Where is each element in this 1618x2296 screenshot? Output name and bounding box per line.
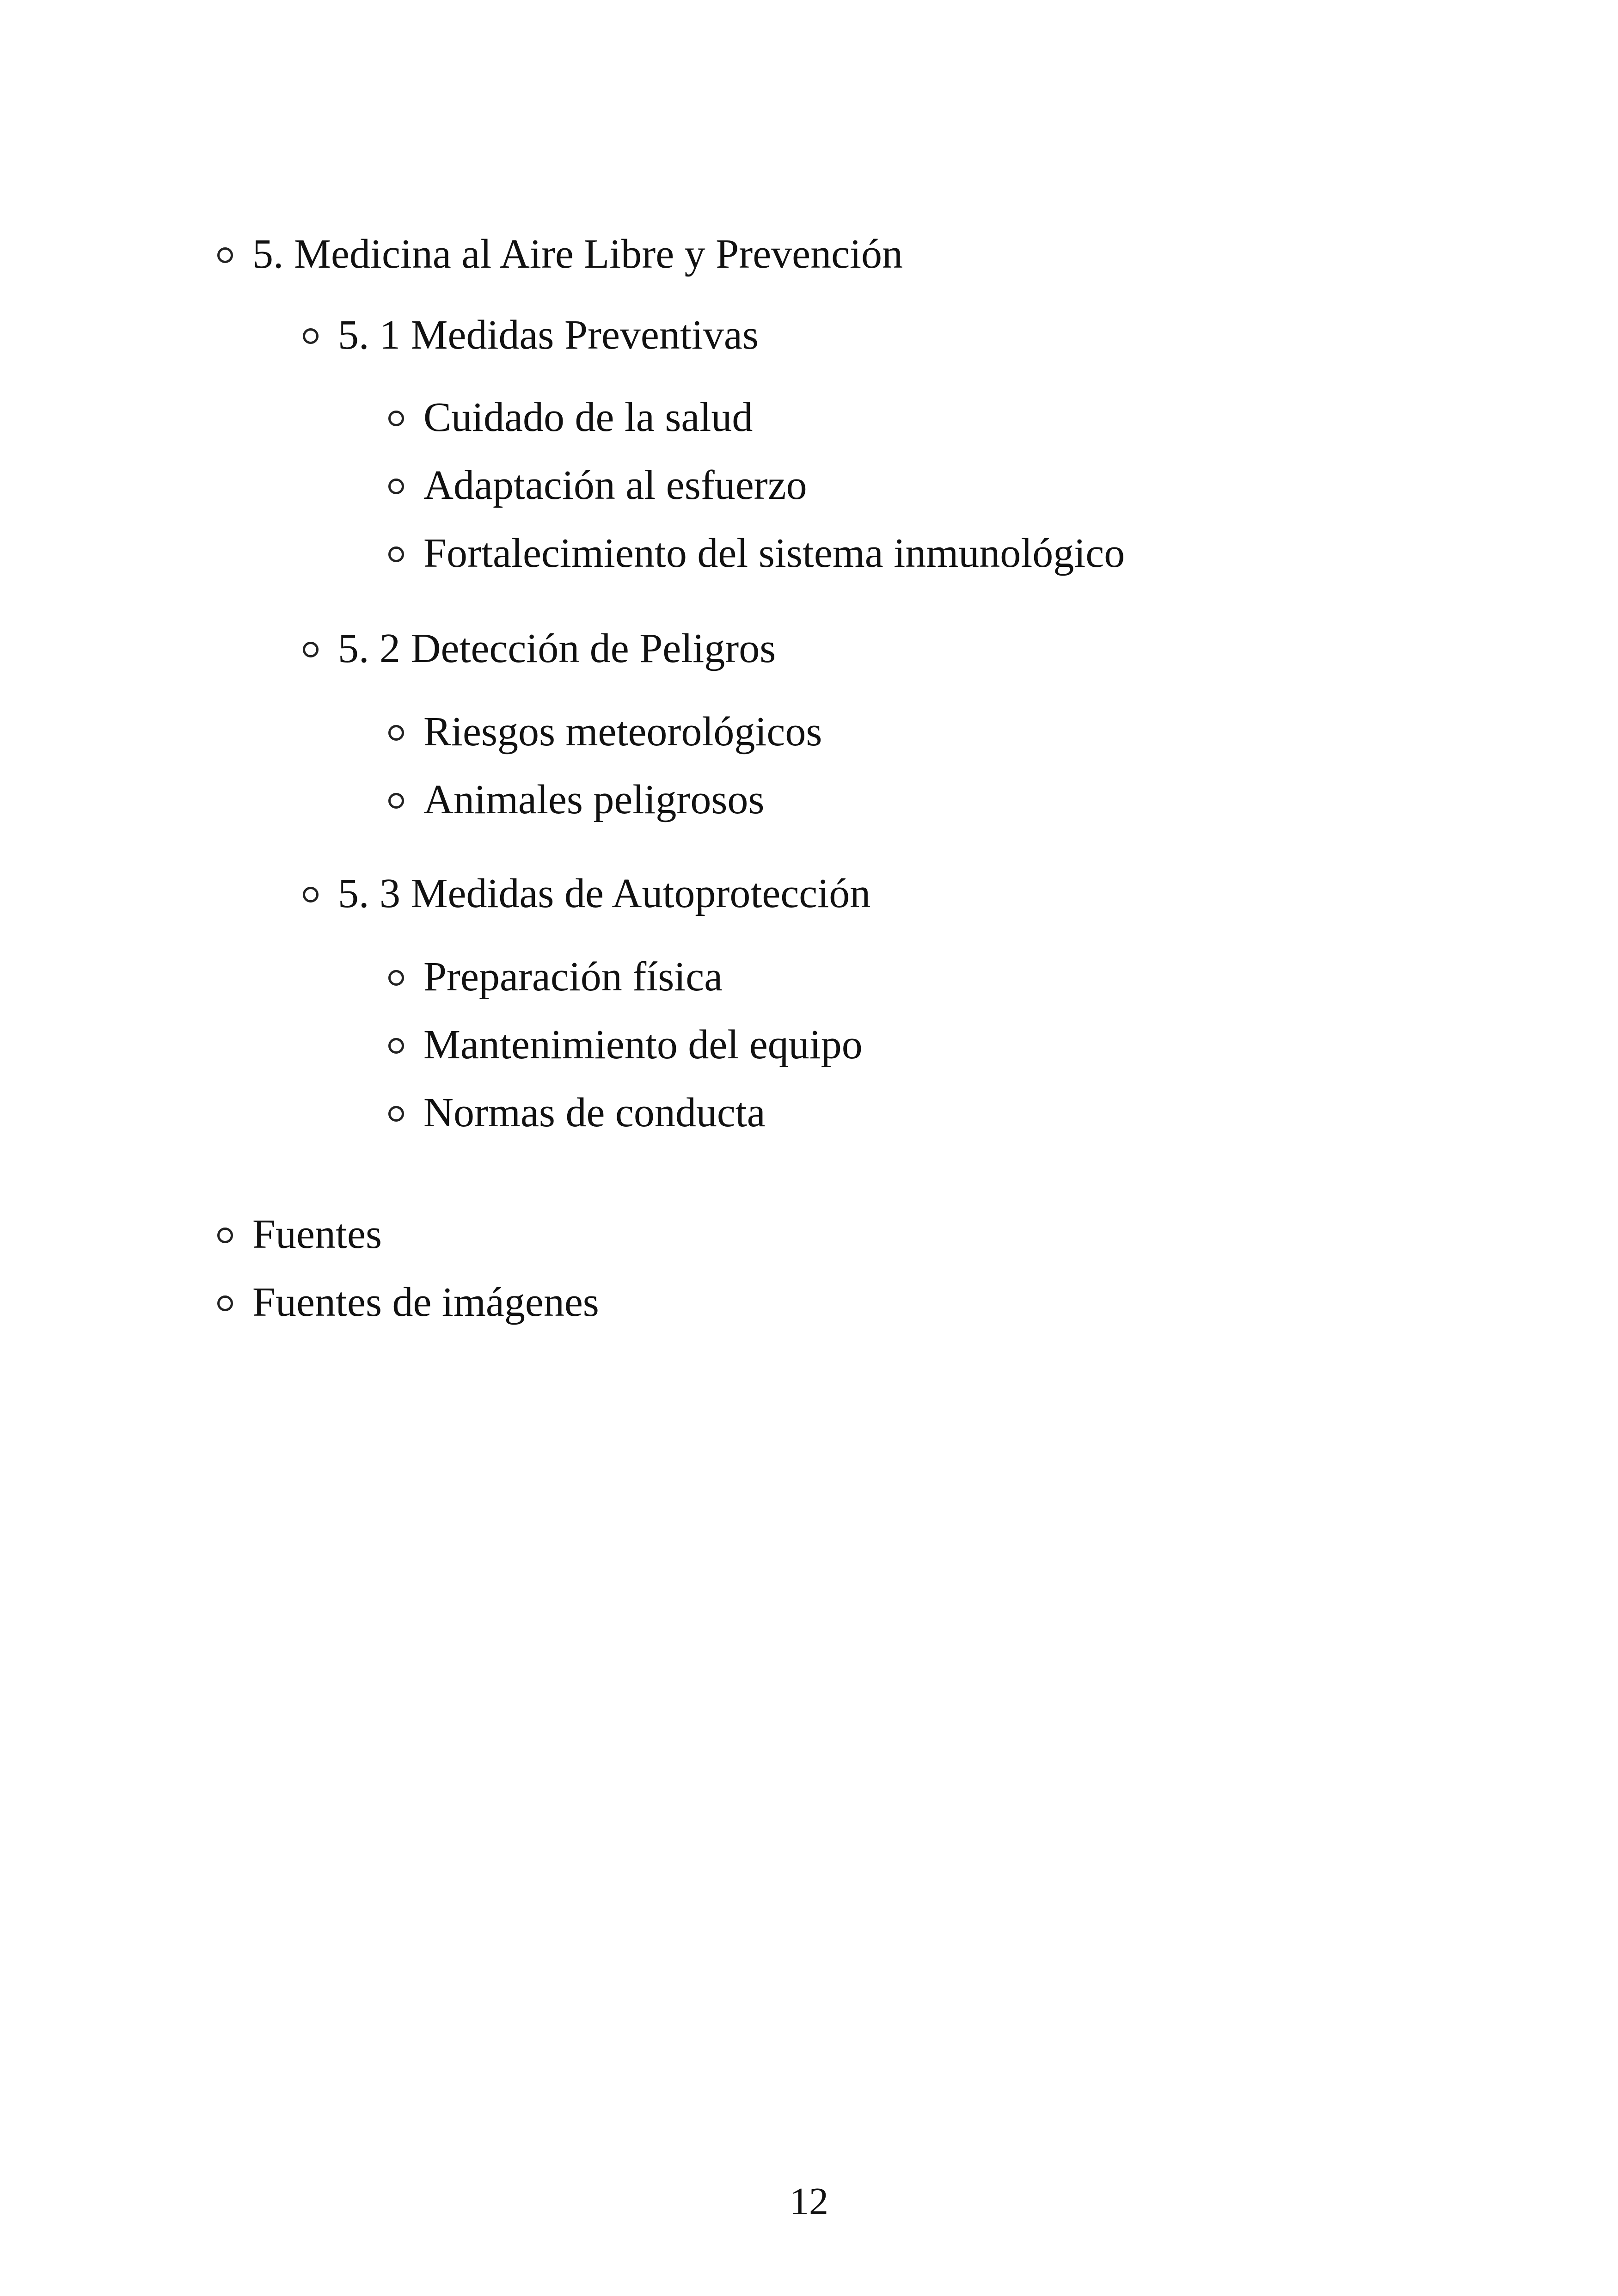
circle-bullet-icon [217, 1295, 233, 1311]
toc-entry-label: Riesgos meteorológicos [423, 709, 822, 755]
toc-entry-label: 5. 3 Medidas de Autoprotección [338, 871, 871, 916]
toc-entry-riesgos-meteorologicos[interactable] [388, 711, 822, 753]
toc-entry-mantenimiento-equipo[interactable] [388, 1024, 863, 1066]
circle-bullet-icon [388, 1106, 404, 1122]
circle-bullet-icon [303, 642, 319, 657]
circle-bullet-icon [303, 328, 319, 344]
circle-bullet-icon [217, 247, 233, 263]
toc-entry-fuentes[interactable] [217, 1211, 382, 1257]
toc-entry-label: Preparación física [423, 954, 723, 1000]
toc-entry-animales-peligrosos[interactable] [388, 779, 764, 821]
toc-entry-label: 5. 2 Detección de Peligros [338, 626, 776, 671]
circle-bullet-icon [388, 411, 404, 426]
toc-entry-fortalecimiento-inmunologico[interactable] [388, 530, 1125, 576]
toc-entry-label: Normas de conducta [423, 1090, 766, 1136]
circle-bullet-icon [388, 546, 404, 562]
circle-bullet-icon [388, 725, 404, 741]
toc-entry-section-5-2[interactable] [303, 628, 776, 669]
circle-bullet-icon [388, 479, 404, 494]
toc-entry-label: 5. 1 Medidas Preventivas [338, 312, 759, 358]
toc-entry-preparacion-fisica[interactable] [388, 956, 723, 998]
circle-bullet-icon [388, 970, 404, 986]
toc-entry-label: Fuentes de imágenes [252, 1279, 599, 1325]
circle-bullet-icon [388, 793, 404, 809]
toc-entry-normas-conducta[interactable] [388, 1092, 766, 1134]
circle-bullet-icon [388, 1038, 404, 1054]
toc-entry-label: Animales peligrosos [423, 777, 765, 823]
circle-bullet-icon [303, 887, 319, 902]
toc-entry-section-5-1[interactable] [303, 314, 759, 356]
toc-entry-label: Mantenimiento del equipo [423, 1022, 863, 1068]
toc-entry-label: Cuidado de la salud [423, 394, 753, 440]
toc-entry-label: 5. Medicina al Aire Libre y Prevención [252, 231, 903, 277]
toc-entry-cuidado-salud[interactable] [388, 394, 753, 440]
toc-entry-label: Fortalecimiento del sistema inmunológico [423, 530, 1125, 576]
page-number: 12 [790, 2180, 828, 2223]
toc-entry-section-5[interactable] [217, 233, 903, 275]
toc-entry-fuentes-imagenes[interactable] [217, 1279, 599, 1325]
toc-entry-adaptacion-esfuerzo[interactable] [388, 462, 807, 508]
toc-entry-section-5-3[interactable] [303, 873, 870, 915]
circle-bullet-icon [217, 1228, 233, 1243]
toc-entry-label: Adaptación al esfuerzo [423, 462, 807, 508]
toc-entry-label: Fuentes [252, 1211, 382, 1257]
